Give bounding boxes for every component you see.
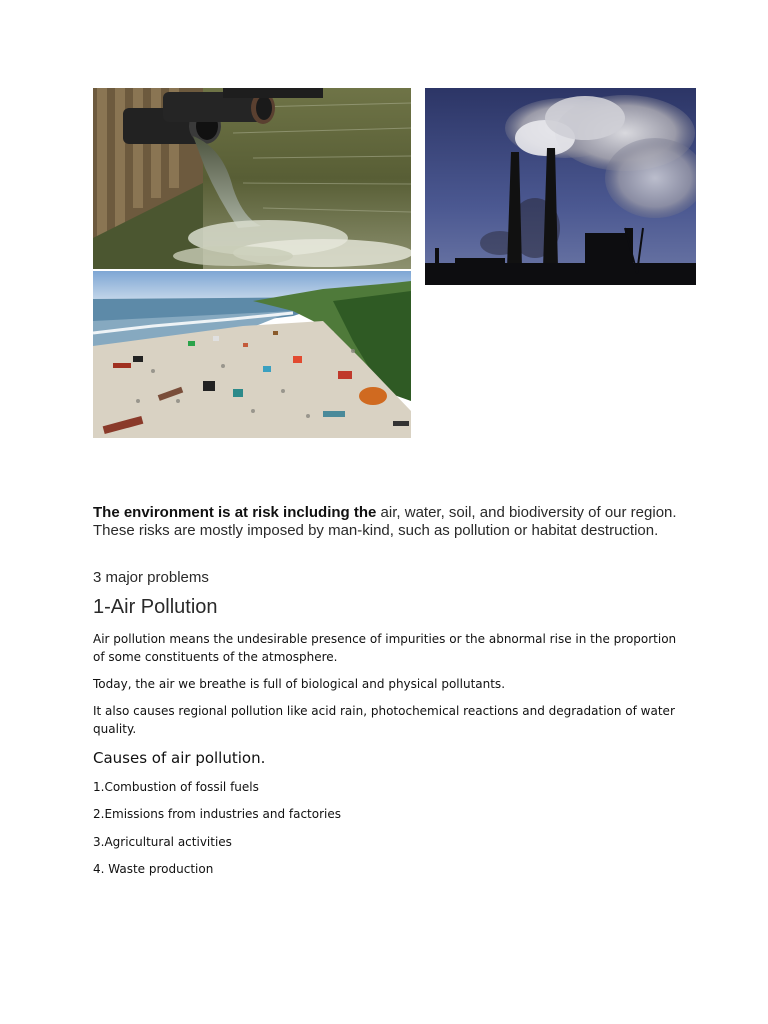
cause-item: 1.Combustion of fossil fuels (93, 780, 259, 794)
causes-heading: Causes of air pollution. (93, 749, 266, 767)
sewage-pipes-photo (93, 88, 411, 269)
cause-item: 2.Emissions from industries and factories (93, 807, 341, 821)
paragraph-regional-pollution: It also causes regional pollution like acid rain, photochemical reactions and degradation of water quality. (93, 704, 675, 736)
smokestacks-photo (425, 88, 696, 285)
cause-item: 3.Agricultural activities (93, 835, 232, 849)
section-heading: 1-Air Pollution (93, 596, 218, 618)
polluted-beach-photo (93, 271, 411, 438)
paragraph-air-today: Today, the air we breathe is full of biological and physical pollutants. (93, 677, 506, 691)
cause-item: 4. Waste production (93, 862, 214, 876)
intro-bold-lead: The environment is at risk including the (93, 504, 377, 521)
subheading: 3 major problems (93, 569, 209, 586)
paragraph-definition: Air pollution means the undesirable presence of impurities or the abnormal rise in the proportion of some constituents of the atmosphere. (93, 632, 677, 664)
intro-paragraph (93, 504, 683, 540)
intro-rest: air, water, soil, and biodiversity of our region. These risks are mostly imposed by man-kind, such as pollution or habitat destruction. (93, 504, 677, 539)
